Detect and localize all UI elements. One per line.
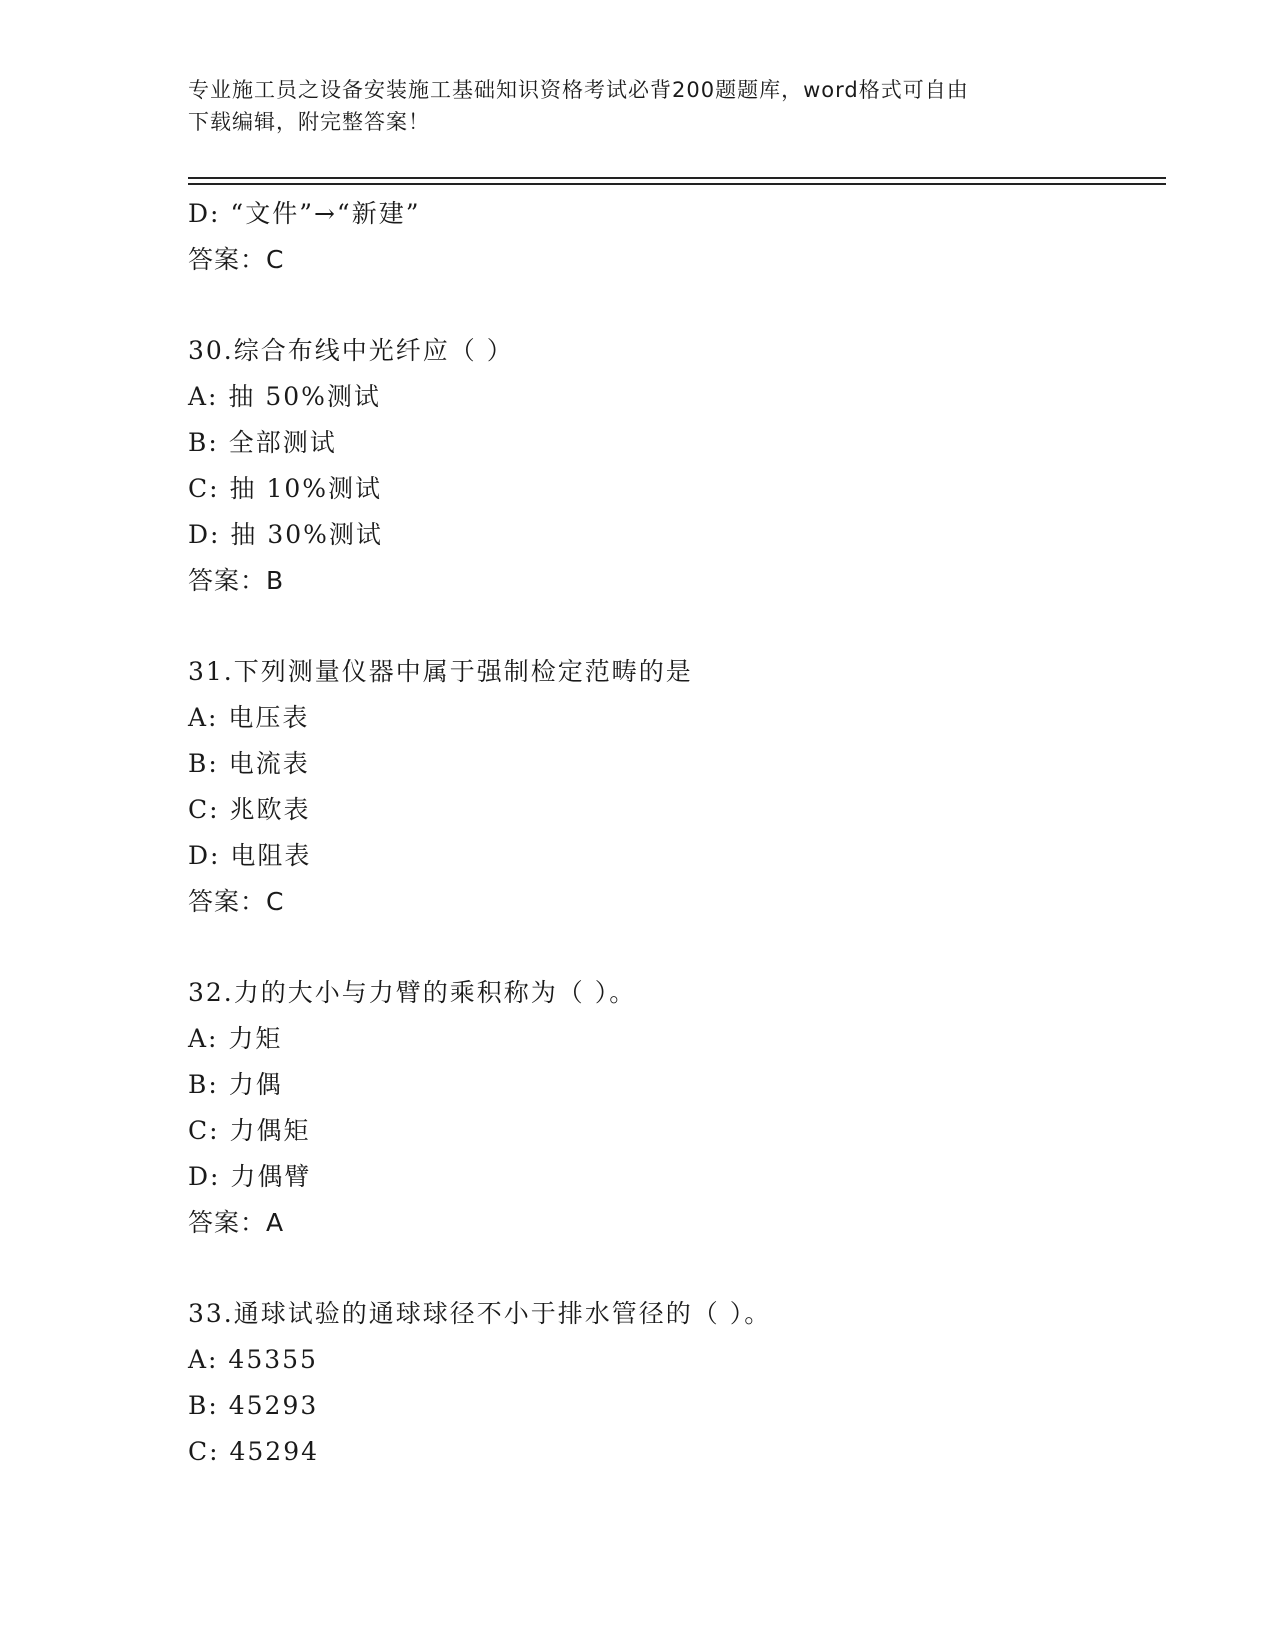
spacer xyxy=(188,283,1148,328)
option-b: B: 力偶 xyxy=(188,1070,283,1099)
spacer xyxy=(188,1246,1148,1291)
option-a: A: 抽 50%测试 xyxy=(188,382,381,411)
header-line-1: 专业施工员之设备安装施工基础知识资格考试必背200题题库，word格式可自由 xyxy=(188,78,969,102)
option-a: A: 45355 xyxy=(188,1345,318,1374)
question-block-32 xyxy=(188,970,1148,1246)
answer-line: 答案：C xyxy=(188,887,285,916)
question-title: 30.综合布线中光纤应（ ） xyxy=(188,336,514,365)
spacer xyxy=(188,604,1148,649)
option-c: C: 兆欧表 xyxy=(188,795,311,824)
option-c: C: 力偶矩 xyxy=(188,1116,311,1145)
header-divider-bottom xyxy=(188,183,1166,185)
answer-line: 答案：B xyxy=(188,566,285,595)
option-d: D: 抽 30%测试 xyxy=(188,520,383,549)
question-list xyxy=(188,191,1148,1475)
header-divider-top xyxy=(188,177,1166,179)
document-header xyxy=(188,74,1068,138)
option-d: D: 力偶臂 xyxy=(188,1162,312,1191)
option-a: A: 电压表 xyxy=(188,703,310,732)
question-block-31 xyxy=(188,649,1148,925)
continued-answer: 答案：C xyxy=(188,245,285,274)
option-c: C: 抽 10%测试 xyxy=(188,474,383,503)
question-block-30 xyxy=(188,328,1148,604)
question-title: 32.力的大小与力臂的乘积称为（ ）。 xyxy=(188,978,637,1007)
spacer xyxy=(188,925,1148,970)
question-title: 33.通球试验的通球球径不小于排水管径的（ ）。 xyxy=(188,1299,772,1328)
question-title: 31.下列测量仪器中属于强制检定范畴的是 xyxy=(188,657,693,686)
option-b: B: 全部测试 xyxy=(188,428,337,457)
option-d: D: 电阻表 xyxy=(188,841,312,870)
option-c: C: 45294 xyxy=(188,1437,320,1466)
option-a: A: 力矩 xyxy=(188,1024,283,1053)
question-block-33 xyxy=(188,1291,1148,1475)
option-b: B: 45293 xyxy=(188,1391,319,1420)
answer-line: 答案：A xyxy=(188,1208,285,1237)
header-line-2: 下载编辑，附完整答案！ xyxy=(188,110,430,134)
continued-option-d: D: “文件”→“新建” xyxy=(188,199,421,228)
option-b: B: 电流表 xyxy=(188,749,310,778)
